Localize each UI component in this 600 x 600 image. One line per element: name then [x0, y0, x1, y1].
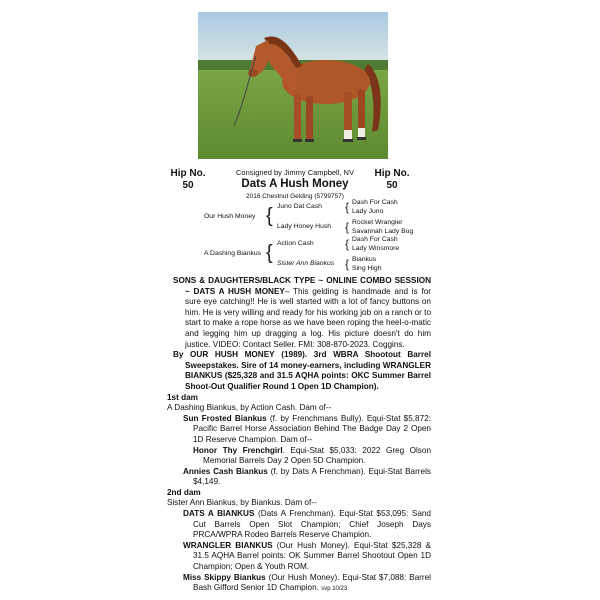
offspring-text: (Our Hush Money). Equi-Stat $25,328 & 31.5 AQHA Barrel points: OK Summer Barrel Shootout Open 1D Champion; Open & Youth ROM. — [193, 540, 431, 572]
offspring-text: . Equi-Stat $5,033: 2022 Greg Olson Memorial Barrels Day 2 Open 5D Champion. — [203, 445, 431, 466]
sire-record-paragraph — [167, 350, 431, 392]
pedigree-brace-dam-dam: { — [345, 257, 350, 271]
offspring-name: DATS A BIANKUS — [183, 509, 255, 519]
second-dam-intro: Sister Ann Biankus, by Biankus. Dam of-- — [167, 498, 317, 508]
first-dam-offspring — [167, 467, 431, 488]
pedigree-dam: A Dashing Biankus — [204, 250, 262, 257]
footnote: svp 10/23 — [321, 586, 348, 593]
pedigree-sire: Our Hush Money — [204, 213, 256, 220]
pedigree-brace-sire-sire: { — [345, 200, 350, 214]
offspring-text: (Dats A Frenchman). Equi-Stat $53,095: Sand Cut Barrels Open Slot Champion; Chief Joseph Days PRCA/WPRA Rodeo Barrels Reserve Champion. — [193, 509, 431, 540]
offspring-text: (f. by Dats A Frenchman). Equi-Stat Barrels $4,149. — [193, 466, 432, 487]
first-dam-offspring — [167, 414, 431, 446]
pedigree-dam-sire-sire: Dash For Cash — [352, 236, 398, 243]
sire-record-text: (1989). 3rd WBRA Shootout Barrel Sweepstakes. Sire of 14 money-earners, including WRANGLER BIANKUS ($25,328 and 31.5 AQHA points: OKC Summer Barrel Shoot-Out Qualifier Round 1 Open 1D Champion). — [185, 350, 431, 391]
second-dam-heading: 2nd dam — [167, 487, 201, 497]
pedigree-dam-sire: Action Cash — [277, 240, 314, 247]
horse-name: Dats A Hush Money — [241, 178, 349, 190]
offspring-name: Honor Thy Frenchgirl — [193, 445, 283, 455]
pedigree-dam-dam-dam: Sing High — [352, 265, 382, 272]
offspring-text: (Our Hush Money). Equi-Stat $7,088: Barrel Bash Gifford Senior 1D Champion. — [193, 572, 431, 593]
hip-value-left: 50 — [182, 180, 194, 191]
pedigree-sire-dam: Lady Honey Hush — [277, 223, 332, 230]
pedigree-brace-sire-dam: { — [345, 220, 350, 234]
pedigree-brace-sire: { — [266, 205, 273, 227]
offspring-name: Annies Cash Biankus — [183, 466, 268, 476]
pedigree-brace-dam: { — [266, 242, 273, 264]
description-paragraph — [167, 276, 431, 350]
catalog-body — [167, 276, 431, 595]
pedigree-brace-dam-sire: { — [345, 237, 350, 251]
offspring-name: Sun Frosted Biankus — [183, 413, 267, 423]
pedigree-dam-dam: Sister Ann Biankus — [277, 260, 335, 267]
horse-photo — [198, 12, 388, 159]
pedigree-sire-dam-sire: Rocket Wrangler — [352, 219, 403, 226]
pedigree-sire-sire-dam: Lady Juno — [352, 208, 384, 215]
second-dam-offspring — [167, 573, 431, 595]
offspring-name: Miss Skippy Biankus — [183, 572, 266, 582]
offspring-text: (f. by Frenchmans Bully). Equi-Stat $5,872: Pacific Barrel Horse Association Behind The Badge Day 2 Open 1D Reserve Champion. Dam of-- — [193, 413, 431, 444]
second-dam-offspring — [167, 541, 431, 573]
description-text: – This gelding is handmade and is for sure eye catching!! He is well started with a lot of fancy buttons on him. He is very willing and ready for his working job on a ranch or to start to make a rope horse as we have been roping the heel-o-matic and legging him up dragging a log. His picture doesn't do him justice. VIDEO: Contact Seller. FMI: 308-870-2023. Coggins. — [185, 286, 432, 349]
pedigree-dam-dam-sire: Biankus — [352, 256, 377, 263]
pedigree-sire-sire: Juno Dat Cash — [277, 203, 322, 210]
horse-photo-image — [198, 12, 388, 159]
hip-label-left: Hip No. — [170, 168, 206, 179]
first-dam-intro: A Dashing Biankus, by Action Cash. Dam of-- — [167, 403, 332, 413]
hip-label-right: Hip No. — [374, 168, 410, 179]
first-dam-heading: 1st dam — [167, 392, 198, 402]
sire-record-lead: By OUR HUSH MONEY — [173, 350, 275, 360]
consignor-line: Consigned by Jimmy Campbell, NV — [236, 168, 354, 177]
pedigree-dam-sire-dam: Lady Winsmore — [352, 245, 400, 252]
pedigree-sire-dam-dam: Savannah Lady Bug — [352, 228, 414, 235]
offspring-name: WRANGLER BIANKUS — [183, 540, 273, 550]
second-dam-offspring — [167, 509, 431, 541]
hip-value-right: 50 — [386, 180, 398, 191]
first-dam-offspring — [167, 446, 431, 467]
horse-details: 2016 Chestnut Gelding (5799757) — [246, 193, 344, 200]
pedigree-sire-sire-sire: Dash For Cash — [352, 199, 398, 206]
description-heading: SONS & DAUGHTERS/BLACK TYPE ~ ONLINE COMBO SESSION ~ DATS A HUSH MONEY — [173, 276, 431, 296]
